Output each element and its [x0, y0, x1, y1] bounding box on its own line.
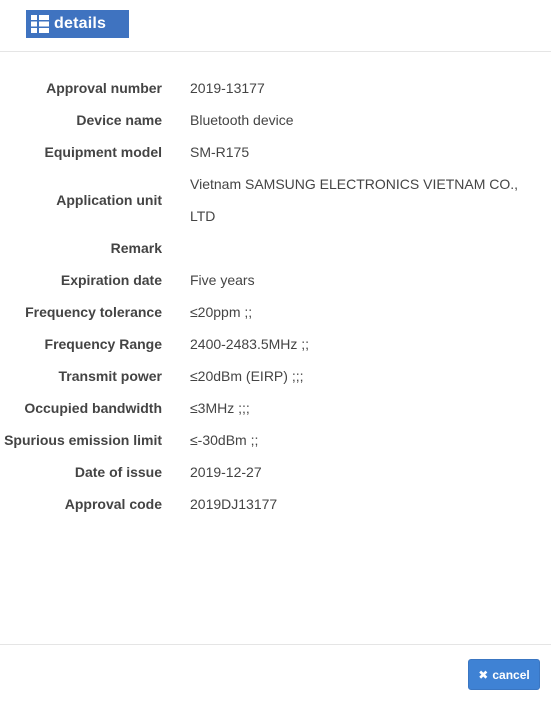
- detail-row-application-unit: [0, 168, 551, 232]
- detail-value: Bluetooth device: [190, 112, 294, 128]
- detail-row-approval-number: [0, 72, 551, 104]
- detail-label: Expiration date: [60, 272, 162, 288]
- detail-value: ≤3MHz ;;;: [190, 400, 250, 416]
- detail-label: Approval code: [64, 496, 162, 512]
- detail-label: Spurious emission limit: [4, 432, 162, 448]
- detail-value: SM-R175: [190, 144, 250, 160]
- detail-row-date-of-issue: [0, 456, 551, 488]
- detail-value: 2019-12-27: [190, 464, 262, 480]
- detail-row-equipment-model: [0, 136, 551, 168]
- detail-value: 2019DJ13177: [190, 496, 278, 512]
- list-icon: [30, 14, 50, 34]
- detail-value: ≤20dBm (EIRP) ;;;: [190, 368, 304, 384]
- detail-row-frequency-range: [0, 328, 551, 360]
- detail-value: ≤-30dBm ;;: [190, 432, 259, 448]
- detail-row-transmit-power: [0, 360, 551, 392]
- detail-row-frequency-tolerance: [0, 296, 551, 328]
- detail-label: Remark: [110, 240, 162, 256]
- detail-row-approval-code: [0, 488, 551, 520]
- cancel-button[interactable]: [468, 659, 540, 690]
- dialog-title: details: [54, 15, 107, 32]
- dialog-title-badge: [26, 10, 129, 38]
- detail-label: Occupied bandwidth: [24, 400, 162, 416]
- detail-label: Date of issue: [74, 464, 162, 480]
- detail-row-occupied-bandwidth: [0, 392, 551, 424]
- detail-row-device-name: [0, 104, 551, 136]
- detail-value: Five years: [190, 272, 255, 288]
- detail-value: 2019-13177: [190, 80, 265, 96]
- detail-label: Application unit: [56, 192, 162, 208]
- detail-row-spurious-emission-limit: [0, 424, 551, 456]
- detail-row-remark: [0, 232, 551, 264]
- detail-value: ≤20ppm ;;: [190, 304, 253, 320]
- detail-value: 2400-2483.5MHz ;;: [190, 336, 310, 352]
- detail-label: Device name: [76, 112, 162, 128]
- cancel-button-label: cancel: [492, 667, 530, 682]
- detail-label: Equipment model: [44, 144, 162, 160]
- detail-row-expiration-date: [0, 264, 551, 296]
- detail-label: Frequency Range: [44, 336, 162, 352]
- dialog-header: [0, 0, 551, 52]
- details-table: [0, 72, 551, 520]
- detail-label: Transmit power: [58, 368, 162, 384]
- close-icon: ✖: [478, 667, 489, 682]
- detail-value: Vietnam SAMSUNG ELECTRONICS VIETNAM CO., LTD: [190, 176, 519, 224]
- detail-label: Approval number: [46, 80, 162, 96]
- dialog-footer: [0, 644, 551, 701]
- detail-label: Frequency tolerance: [25, 304, 162, 320]
